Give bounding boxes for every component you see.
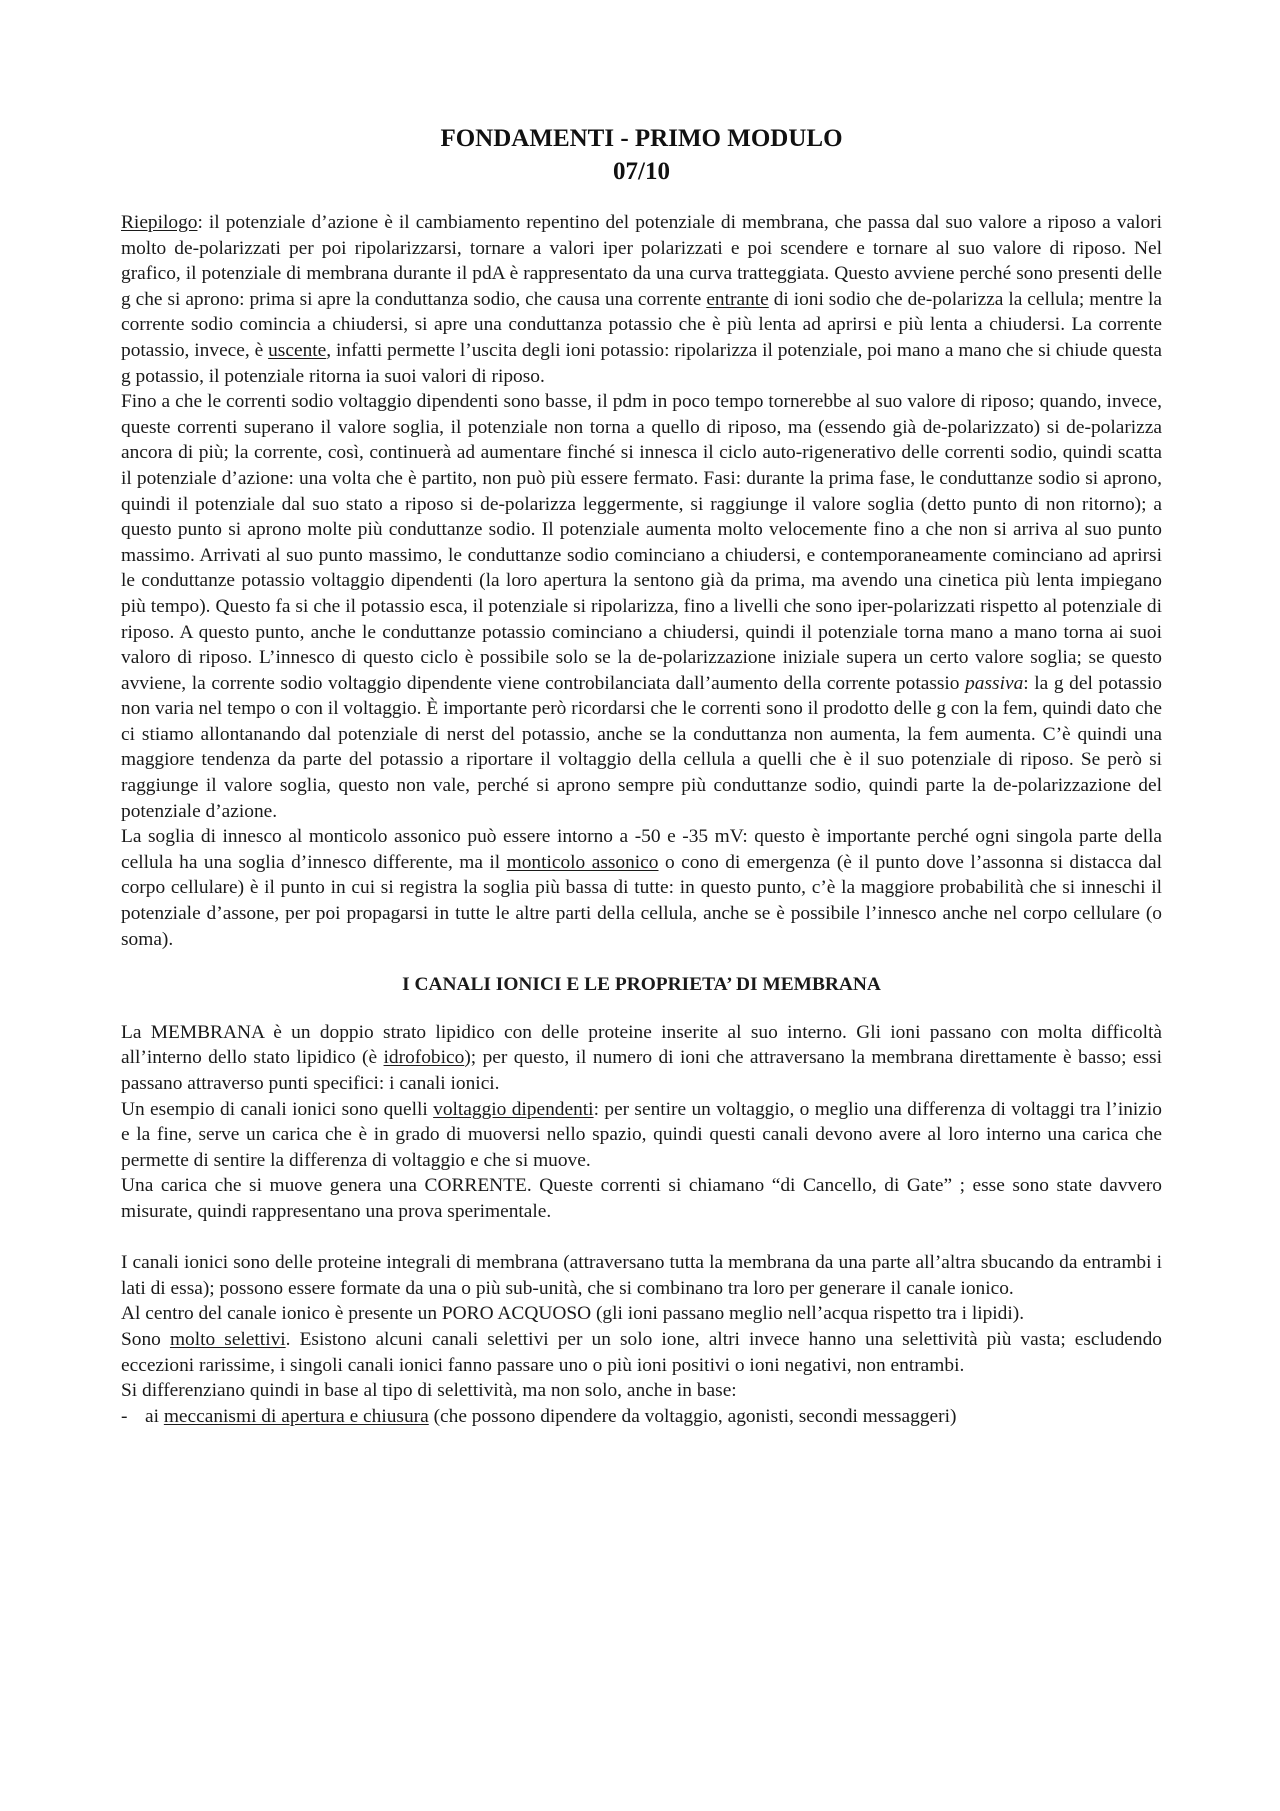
paragraph-riepilogo (121, 210, 1162, 389)
text-run: , infatti permette l’uscita degli ioni potassio: ripolarizza il potenziale, poi mano a mano che si chiude questa g potassio, il potenziale ritorna ia suoi valori di riposo. (121, 339, 1162, 387)
paragraph-soglia (121, 824, 1162, 952)
paragraph-selettivi (121, 1327, 1162, 1378)
text-run: . Esistono alcuni canali selettivi per un solo ione, altri invece hanno una selettività più vasta; escludendo eccezioni rarissime, i singoli canali ionici fanno passare uno o più ioni positivi o ioni negativi, non entrambi. (121, 1328, 1163, 1376)
underlined-term: voltaggio dipendenti (433, 1098, 594, 1120)
text-run: : il potenziale d’azione è il cambiamento repentino del potenziale di membrana, che passa dal suo valore a riposo a valori molto de-polarizzati per poi ripolarizzarsi, tornare a valori iper polarizzati e poi scendere e tornare al suo valore di riposo. Nel grafico, il potenziale di membrana durante il pdA è rappresentato da una curva tratteggiata. Questo avviene perché sono presenti delle g che si aprono: prima si apre la conduttanza sodio, che causa una corrente (121, 212, 1162, 310)
text-run: : la g del potassio non varia nel tempo o con il voltaggio. È importante però ricordarsi che le correnti sono il prodotto delle g con la fem, quindi dato che ci stiamo allontanando dal potenziale di nerst del potassio, anche se la conduttanza non aumenta, la fem aumenta. C’è quindi una maggiore tendenza da parte del potassio a riportare il voltaggio della cellula a quelli che è il suo potenziale di riposo. Se però si raggiunge il valore soglia, questo non vale, perché si aprono sempre più conduttanze sodio, quindi parte la de-polarizzazione del potenziale d’azione. (121, 672, 1162, 822)
document-title: FONDAMENTI - PRIMO MODULO (440, 125, 843, 152)
underlined-term: idrofobico (383, 1047, 465, 1069)
paragraph-spacer (121, 1225, 1162, 1251)
paragraph-fasi (121, 389, 1162, 824)
text-run: La soglia di innesco al monticolo assonico può essere intorno a -50 e -35 mV: questo è importante perché ogni singola parte della cellula ha una soglia d’innesco differente, ma il (121, 826, 1162, 873)
text-run: Un esempio di canali ionici sono quelli (121, 1098, 434, 1120)
text-run: o cono di emergenza (è il punto dove l’assonna si distacca dal corpo cellulare) è il punto in cui si registra la soglia più bassa di tutte: in questo punto, c’è la maggiore probabilità che si inneschi il potenziale d’assone, per poi propagarsi in tutte le altre parti della cellula, anche se è possibile l’innesco anche nel corpo cellulare (o soma). (121, 851, 1163, 950)
list-item (121, 1404, 1162, 1430)
text-run: ai (145, 1405, 164, 1427)
paragraph-poro-acquoso: Al centro del canale ionico è presente un PORO ACQUOSO (gli ioni passano meglio nell’acqua rispetto tra i lipidi). (121, 1303, 1025, 1325)
underlined-term: meccanismi di apertura e chiusura (163, 1405, 429, 1427)
underlined-term: Riepilogo (121, 212, 198, 233)
text-run: La MEMBRANA è un doppio strato lipidico con delle proteine inserite al suo interno. Gli ioni passano con molta difficoltà all’interno dello stato lipidico (è (121, 1021, 1162, 1069)
list-item-text (145, 1404, 1162, 1430)
paragraph-proteine: I canali ionici sono delle proteine integrali di membrana (attraversano tutta la membrana da una parte all’altra sbucando da entrambi i lati di essa); possono essere formate da una o più sub-unità, che si combinano tra loro per generare il canale ionico. (121, 1252, 1162, 1299)
document-date: 07/10 (613, 158, 670, 185)
italic-term: passiva (965, 672, 1024, 694)
list-dash: - (121, 1405, 128, 1427)
section-heading: I CANALI IONICI E LE PROPRIETA’ DI MEMBRANA (402, 974, 881, 996)
text-run: Fino a che le correnti sodio voltaggio dipendenti sono basse, il pdm in poco tempo tornerebbe al suo valore di riposo; quando, invece, queste correnti superano il valore soglia, il potenziale non torna a quello di riposo, ma (essendo già de-polarizzato) si de-polarizza ancora di più; la corrente, così, continuerà ad aumentare finché si innesca il ciclo auto-rigenerativo delle correnti sodio, quindi scatta il potenziale d’azione: una volta che è partito, non può più essere fermato. Fasi: durante la prima fase, le conduttanze sodio si aprono, quindi il potenziale dal suo stato a riposo si de-polarizza leggermente, si raggiunge il valore soglia (detto punto di non ritorno); a questo punto si aprono molte più conduttanze sodio. Il potenziale aumenta molto velocemente fino a che non si arriva al suo punto massimo. Arrivati al suo punto massimo, le conduttanze sodio cominciano a chiudersi, e contemporaneamente cominciano ad aprirsi le conduttanze potassio voltaggio dipendenti (la loro apertura la sentono già da prima, ma avendo una cinetica più lenta impiegano più tempo). Questo fa si che il potassio esca, il potenziale si ripolarizza, fino a livelli che sono iper-polarizzati rispetto al potenziale di riposo. A questo punto, anche le conduttanze potassio cominciano a chiudersi, quindi il potenziale torna mano a mano torna ai suoi valoro di riposo. L’innesco di questo ciclo è possibile solo se la de-polarizzazione iniziale supera un certo valore soglia; se questo avviene, la corrente sodio voltaggio dipendente viene controbilanciata dall’aumento della corrente potassio (121, 391, 1162, 694)
underlined-term: entrante (706, 288, 769, 310)
text-run: Sono (121, 1328, 170, 1350)
text-run: : per sentire un voltaggio, o meglio una differenza di voltaggi tra l’inizio e la fine, serve un carica che è in grado di muoversi nello spazio, quindi questi canali devono avere al loro interno una carica che permette di sentire la differenza di voltaggio e che si muove. (121, 1098, 1162, 1171)
text-run: (che possono dipendere da voltaggio, agonisti, secondi messaggeri) (428, 1405, 957, 1427)
paragraph-voltaggio-dipendenti (121, 1097, 1162, 1174)
text-run: ); per questo, il numero di ioni che attraversano la membrana direttamente è basso; essi passano attraverso punti specifici: i canali ionici. (121, 1047, 1162, 1094)
underlined-term: molto selettivi (169, 1328, 286, 1350)
paragraph-corrente: Una carica che si muove genera una CORRENTE. Queste correnti si chiamano “di Cancello, di Gate” ; esse sono state davvero misurate, quindi rappresentano una prova sperimentale. (121, 1175, 1162, 1222)
paragraph-membrana (121, 1020, 1162, 1097)
text-run: di ioni sodio che de-polarizza la cellula; mentre la corrente sodio comincia a chiudersi, si apre una conduttanza potassio che è più lenta ad aprirsi e più lenta a chiudersi. La corrente potassio, invece, è (121, 288, 1162, 361)
underlined-term: uscente (268, 339, 327, 361)
underlined-term: monticolo assonico (506, 851, 659, 873)
paragraph-differenziano: Si differenziano quindi in base al tipo di selettività, ma non solo, anche in base: (121, 1380, 737, 1402)
